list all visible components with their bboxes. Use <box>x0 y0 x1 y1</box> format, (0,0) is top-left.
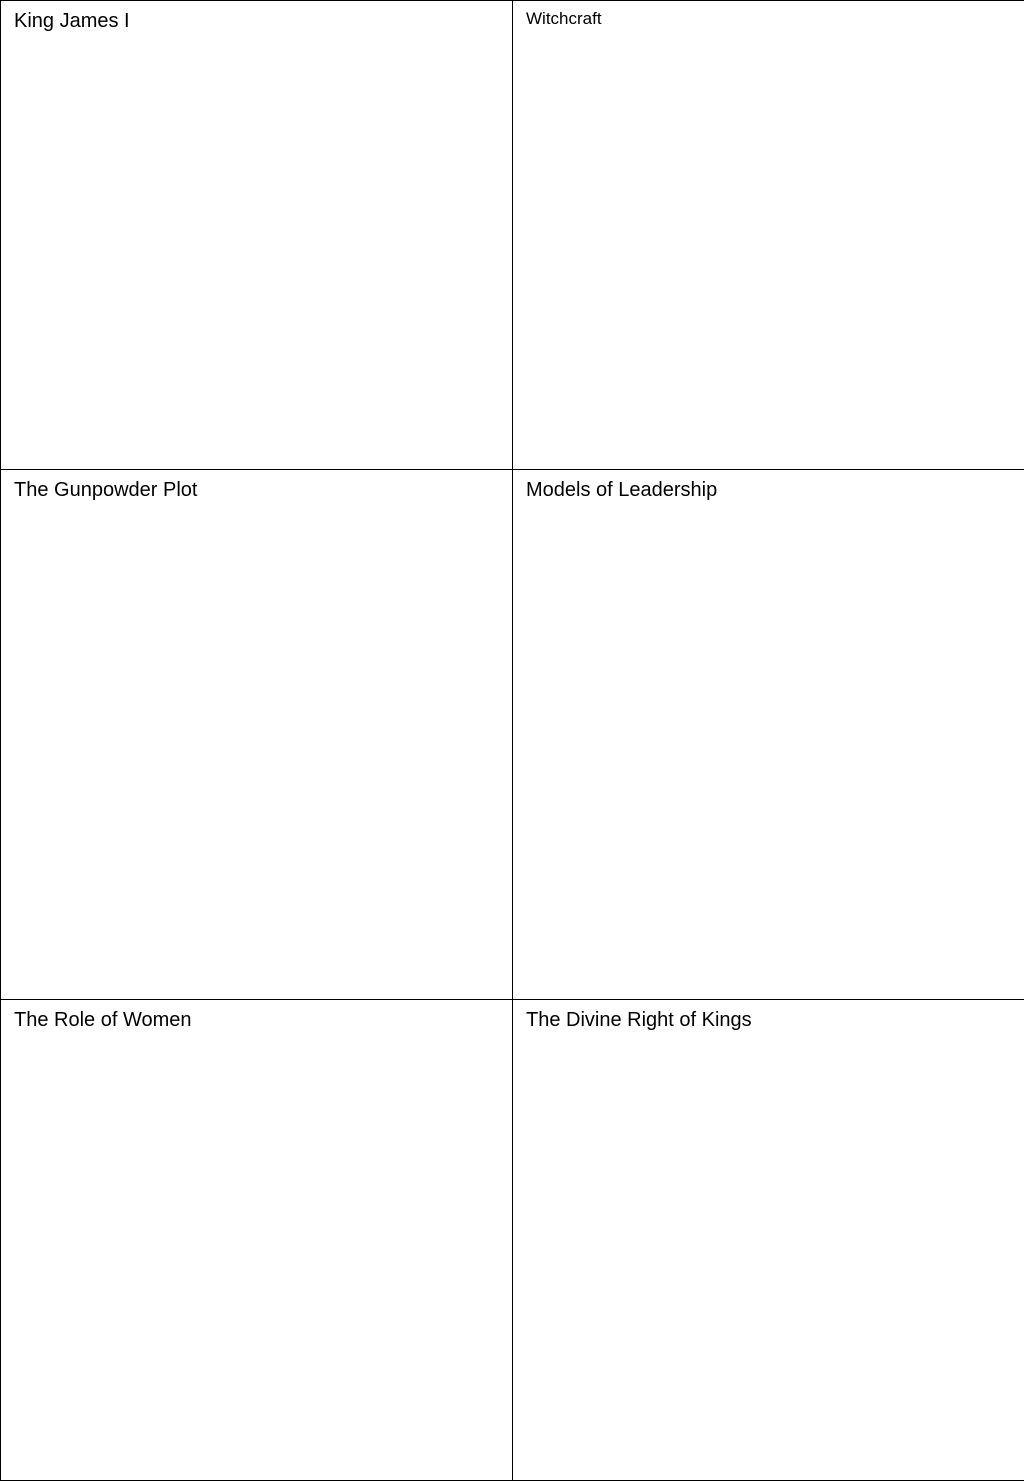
cell-divine-right[interactable] <box>513 1000 1024 1481</box>
grid-row-2 <box>1 470 1024 1000</box>
cell-gunpowder-plot-label: The Gunpowder Plot <box>1 470 512 502</box>
cell-witchcraft[interactable] <box>513 1 1024 470</box>
cell-gunpowder-plot[interactable] <box>1 470 513 1000</box>
cell-king-james-label: King James I <box>1 1 512 33</box>
cell-models-of-leadership-label: Models of Leadership <box>513 470 1024 502</box>
cell-role-of-women-label: The Role of Women <box>1 1000 512 1032</box>
cell-models-of-leadership[interactable] <box>513 470 1024 1000</box>
cell-king-james[interactable] <box>1 1 513 470</box>
cell-witchcraft-label: Witchcraft <box>513 1 1024 29</box>
grid-row-1 <box>1 1 1024 470</box>
cell-divine-right-label: The Divine Right of Kings <box>513 1000 1024 1032</box>
grid-row-3 <box>1 1000 1024 1481</box>
cell-role-of-women[interactable] <box>1 1000 513 1481</box>
